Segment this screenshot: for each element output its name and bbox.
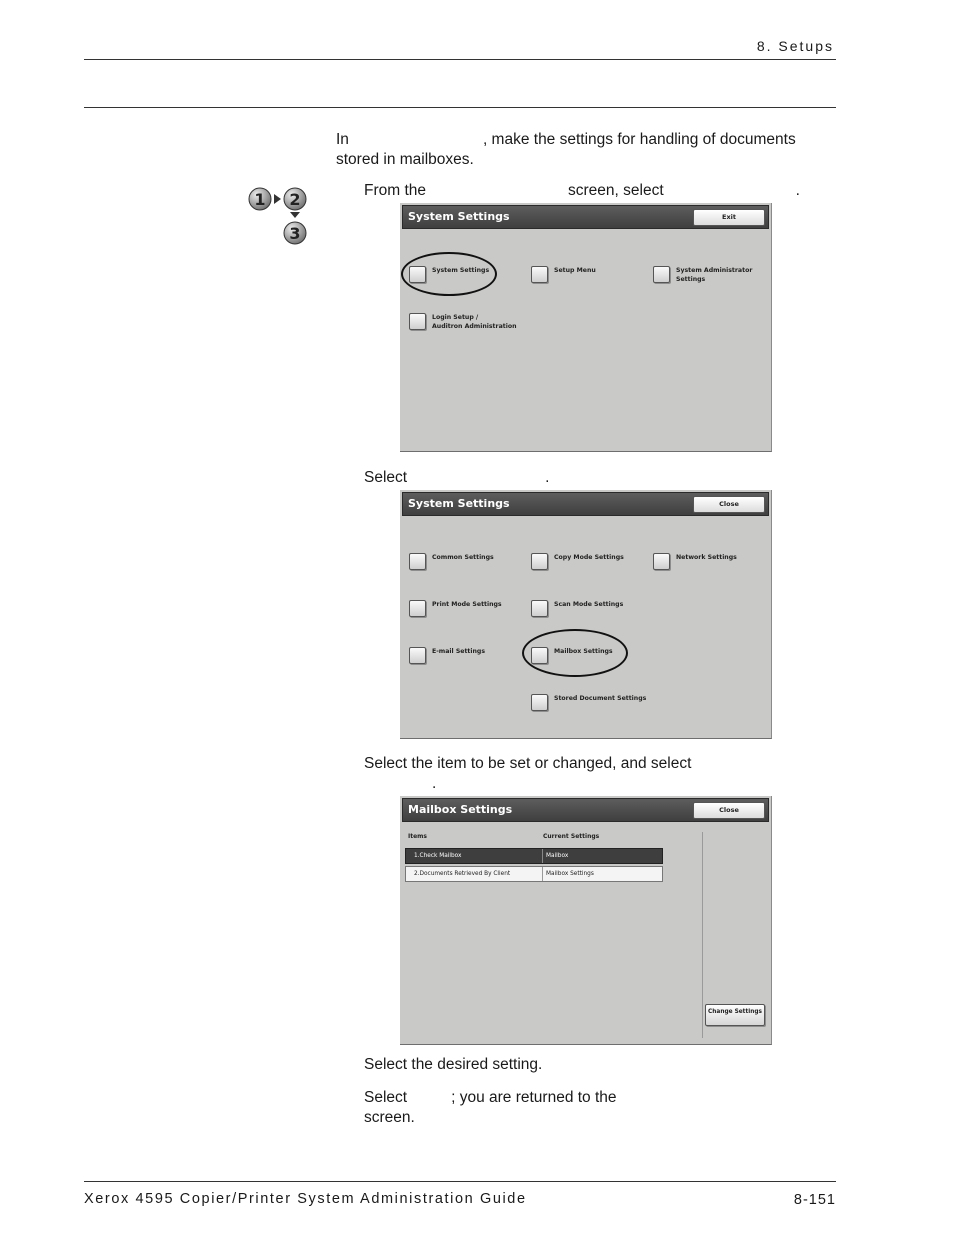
button-checkbox bbox=[409, 553, 426, 570]
button-checkbox bbox=[531, 694, 548, 711]
table-row[interactable]: 1.Check Mailbox Mailbox bbox=[405, 848, 663, 864]
mailbox-settings-button[interactable]: Mailbox Settings bbox=[531, 647, 613, 664]
step-5-text: Select ; you are returned to the screen. bbox=[364, 1089, 617, 1126]
button-checkbox bbox=[409, 313, 426, 330]
screen-2-title: System Settings bbox=[408, 497, 510, 510]
system-settings-screen-2 bbox=[400, 490, 772, 739]
column-header-current-settings: Current Settings bbox=[543, 833, 600, 840]
print-mode-settings-button[interactable]: Print Mode Settings bbox=[409, 600, 502, 617]
button-checkbox bbox=[531, 647, 548, 664]
system-settings-button[interactable]: System Settings bbox=[409, 266, 489, 283]
scan-mode-settings-button[interactable]: Scan Mode Settings bbox=[531, 600, 623, 617]
close-button[interactable]: Close bbox=[693, 802, 765, 819]
svg-text:2: 2 bbox=[289, 190, 301, 209]
intro-text-start: In bbox=[336, 131, 349, 148]
button-checkbox bbox=[531, 600, 548, 617]
step-4-text: Select the desired setting. bbox=[364, 1056, 543, 1073]
network-settings-button[interactable]: Network Settings bbox=[653, 553, 737, 570]
system-settings-screen-1 bbox=[400, 203, 772, 452]
svg-text:1: 1 bbox=[254, 190, 266, 209]
screen-1-title: System Settings bbox=[408, 210, 510, 223]
table-row[interactable]: 2.Documents Retrieved By Client Mailbox Settings bbox=[405, 866, 663, 882]
email-settings-button[interactable]: E-mail Settings bbox=[409, 647, 485, 664]
step-3-text: Select the item to be set or changed, and select . bbox=[364, 755, 692, 792]
button-checkbox bbox=[531, 266, 548, 283]
page-number: 8-151 bbox=[793, 1192, 836, 1208]
copy-mode-settings-button[interactable]: Copy Mode Settings bbox=[531, 553, 624, 570]
footer-title: Xerox 4595 Copier/Printer System Administration Guide bbox=[84, 1191, 527, 1207]
login-setup-auditron-button[interactable]: Login Setup / Auditron Administration bbox=[409, 313, 516, 331]
screen-3-titlebar bbox=[402, 798, 769, 822]
button-checkbox bbox=[409, 600, 426, 617]
svg-text:3: 3 bbox=[289, 224, 301, 243]
close-button[interactable]: Close bbox=[693, 496, 765, 513]
screen-2-titlebar bbox=[402, 492, 769, 516]
screen-1-titlebar bbox=[402, 205, 769, 229]
button-checkbox bbox=[653, 553, 670, 570]
screen-3-title: Mailbox Settings bbox=[408, 803, 513, 816]
change-settings-button[interactable]: Change Settings bbox=[705, 1004, 765, 1026]
section-rule bbox=[84, 107, 836, 108]
mailbox-settings-screen bbox=[400, 796, 772, 1045]
step-1-text: From the screen, select . bbox=[364, 182, 800, 199]
button-checkbox bbox=[409, 647, 426, 664]
setup-menu-button[interactable]: Setup Menu bbox=[531, 266, 596, 283]
button-checkbox bbox=[531, 553, 548, 570]
intro-text-end: , make the settings for handling of documents bbox=[482, 131, 796, 148]
stored-document-settings-button[interactable]: Stored Document Settings bbox=[531, 694, 646, 711]
chapter-header: 8. Setups bbox=[756, 38, 834, 54]
exit-button[interactable]: Exit bbox=[693, 209, 765, 226]
panel-divider bbox=[702, 832, 703, 1038]
common-settings-button[interactable]: Common Settings bbox=[409, 553, 494, 570]
column-header-items: Items bbox=[408, 833, 427, 840]
step-2-text: Select . bbox=[364, 469, 550, 486]
button-checkbox bbox=[653, 266, 670, 283]
intro-text-line2: stored in mailboxes. bbox=[336, 151, 474, 168]
system-administrator-settings-button[interactable]: System Administrator Settings bbox=[653, 266, 752, 284]
step-sequence-icon bbox=[248, 185, 310, 247]
footer-rule bbox=[84, 1181, 836, 1182]
header-rule bbox=[84, 59, 836, 60]
intro-paragraph bbox=[336, 130, 836, 170]
button-checkbox bbox=[409, 266, 426, 283]
